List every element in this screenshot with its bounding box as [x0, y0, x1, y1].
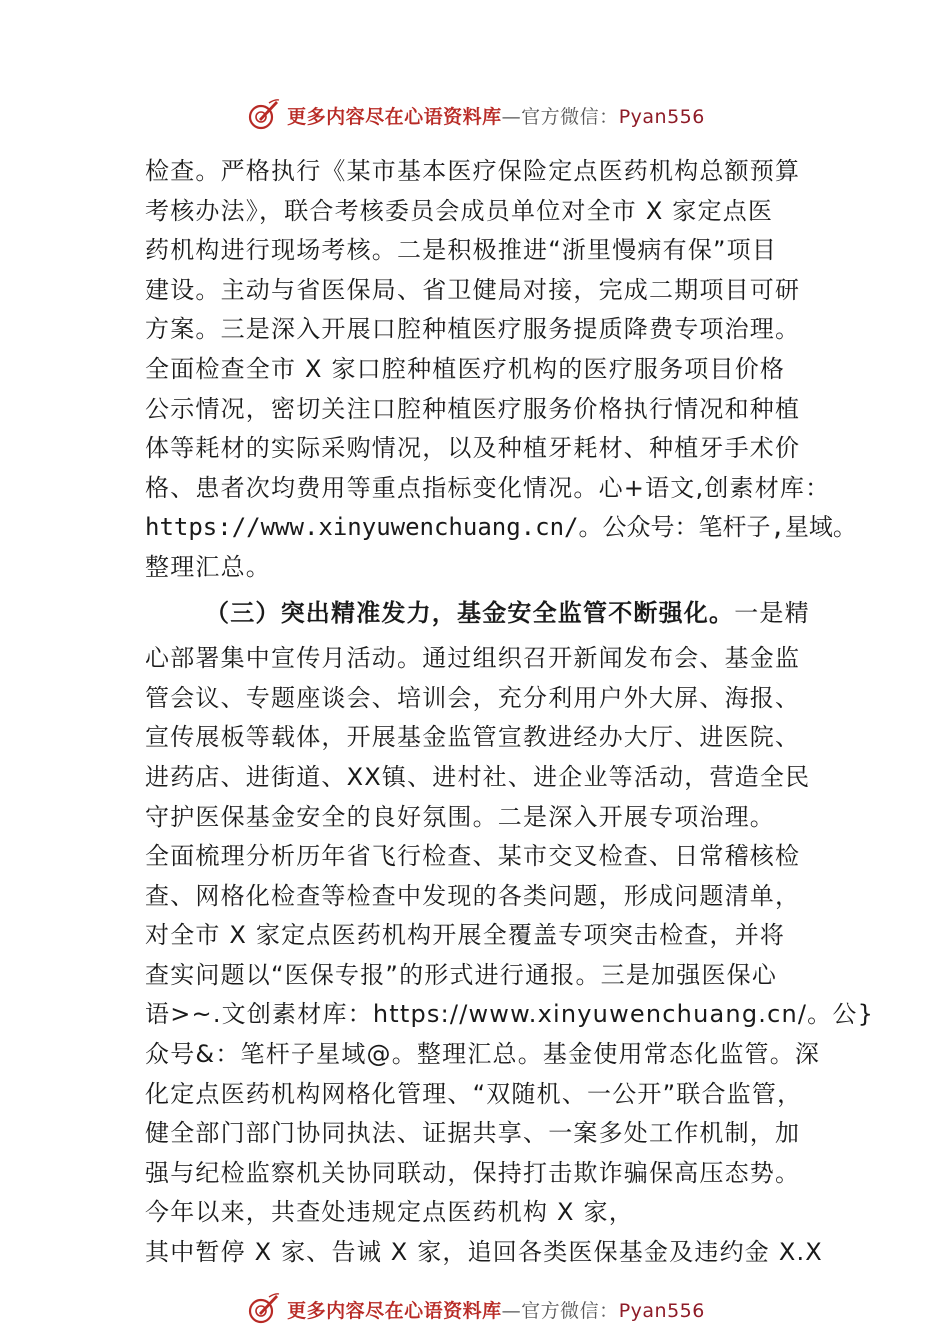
text-line: 守护医保基金安全的良好氛围。二是深入开展专项治理。 [145, 802, 775, 831]
text-line: 其中暂停 X 家、告诫 X 家，追回各类医保基金及违约金 X.X [145, 1238, 823, 1267]
text-line: 进药店、进街道、XX镇、进村社、进企业等活动，营造全民 [145, 762, 811, 791]
text-line: 药机构进行现场考核。二是积极推进“浙里慢病有保”项目 [145, 236, 778, 265]
text-line: 全面检查全市 X 家口腔种植医疗机构的医疗服务项目价格 [145, 354, 786, 383]
text-line: 建设。主动与省医保局、省卫健局对接，完成二期项目可研 [145, 275, 801, 304]
section-3-heading-rest: 一是精 [734, 598, 810, 627]
document-body [145, 152, 875, 1273]
text-line: 方案。三是深入开展口腔种植医疗服务提质降费专项治理。 [145, 315, 801, 344]
header-text [287, 102, 705, 129]
footer-site-name: 更多内容尽在心语资料库 [287, 1299, 502, 1322]
header-wechat-id: Pyan556 [618, 105, 705, 128]
text-line: 众号&：笔杆子星域@。整理汇总。基金使用常态化监管。深 [145, 1040, 821, 1069]
text-line: 体等耗材的实际采购情况，以及种植牙耗材、种植牙手术价 [145, 434, 801, 463]
section-heading-line [145, 594, 845, 634]
text-line: 检查。严格执行《某市基本医疗保险定点医药机构总额预算 [145, 157, 801, 185]
text-line: https://www.xinyuwenchuang.cn/。公众号：笔杆子,星域。 [145, 513, 857, 542]
footer-dash: — [501, 1299, 522, 1322]
text-line: 管会议、专题座谈会、培训会，充分利用户外大屏、海报、 [145, 683, 801, 712]
text-line: 强与纪检监察机关协同联动，保持打击欺诈骗保高压态势。 [145, 1158, 801, 1187]
text-line: 语>~.文创素材库：https://www.xinyuwenchuang.cn/。公} [145, 1000, 875, 1029]
text-line: 健全部门部门协同执法、证据共享、一案多处工作机制，加 [145, 1119, 801, 1148]
text-line: 考核办法》，联合考核委员会成员单位对全市 X 家定点医 [145, 196, 774, 225]
header-banner [0, 95, 950, 135]
text-line: 今年以来，共查处违规定点医药机构 X 家， [145, 1198, 634, 1227]
header-site-name: 更多内容尽在心语资料库 [287, 105, 502, 128]
footer-text [287, 1296, 705, 1323]
footer-banner [0, 1289, 950, 1329]
header-dash: — [501, 105, 522, 128]
quill-logo-icon [245, 1291, 281, 1327]
text-line: 全面梳理分析历年省飞行检查、某市交叉检查、日常稽核检 [145, 842, 801, 871]
text-line: 查实问题以“医保专报”的形式进行通报。三是加强医保心 [145, 960, 778, 989]
text-line: 查、网格化检查等检查中发现的各类问题，形成问题清单， [145, 881, 801, 910]
text-line: 对全市 X 家定点医药机构开展全覆盖专项突击检查，并将 [145, 921, 786, 950]
text-line: 宣传展板等载体，开展基金监管宣教进经办大厅、进医院、 [145, 723, 801, 752]
text-line: 公示情况，密切关注口腔种植医疗服务价格执行情况和种植 [145, 394, 801, 423]
header-wechat-label: 官方微信： [521, 105, 619, 128]
text-line: 化定点医药机构网格化管理、“双随机、一公开”联合监管， [145, 1079, 803, 1108]
text-line: 心部署集中宣传月活动。通过组织召开新闻发布会、基金监 [145, 644, 801, 673]
footer-wechat-id: Pyan556 [618, 1299, 705, 1322]
quill-logo-icon [245, 97, 281, 133]
text-line: 整理汇总。 [145, 552, 271, 581]
section-3-heading: （三）突出精准发力，基金安全监管不断强化。 [205, 598, 735, 627]
text-line: 格、患者次均费用等重点指标变化情况。心+语文,创素材库： [145, 473, 831, 502]
footer-wechat-label: 官方微信： [521, 1299, 619, 1322]
